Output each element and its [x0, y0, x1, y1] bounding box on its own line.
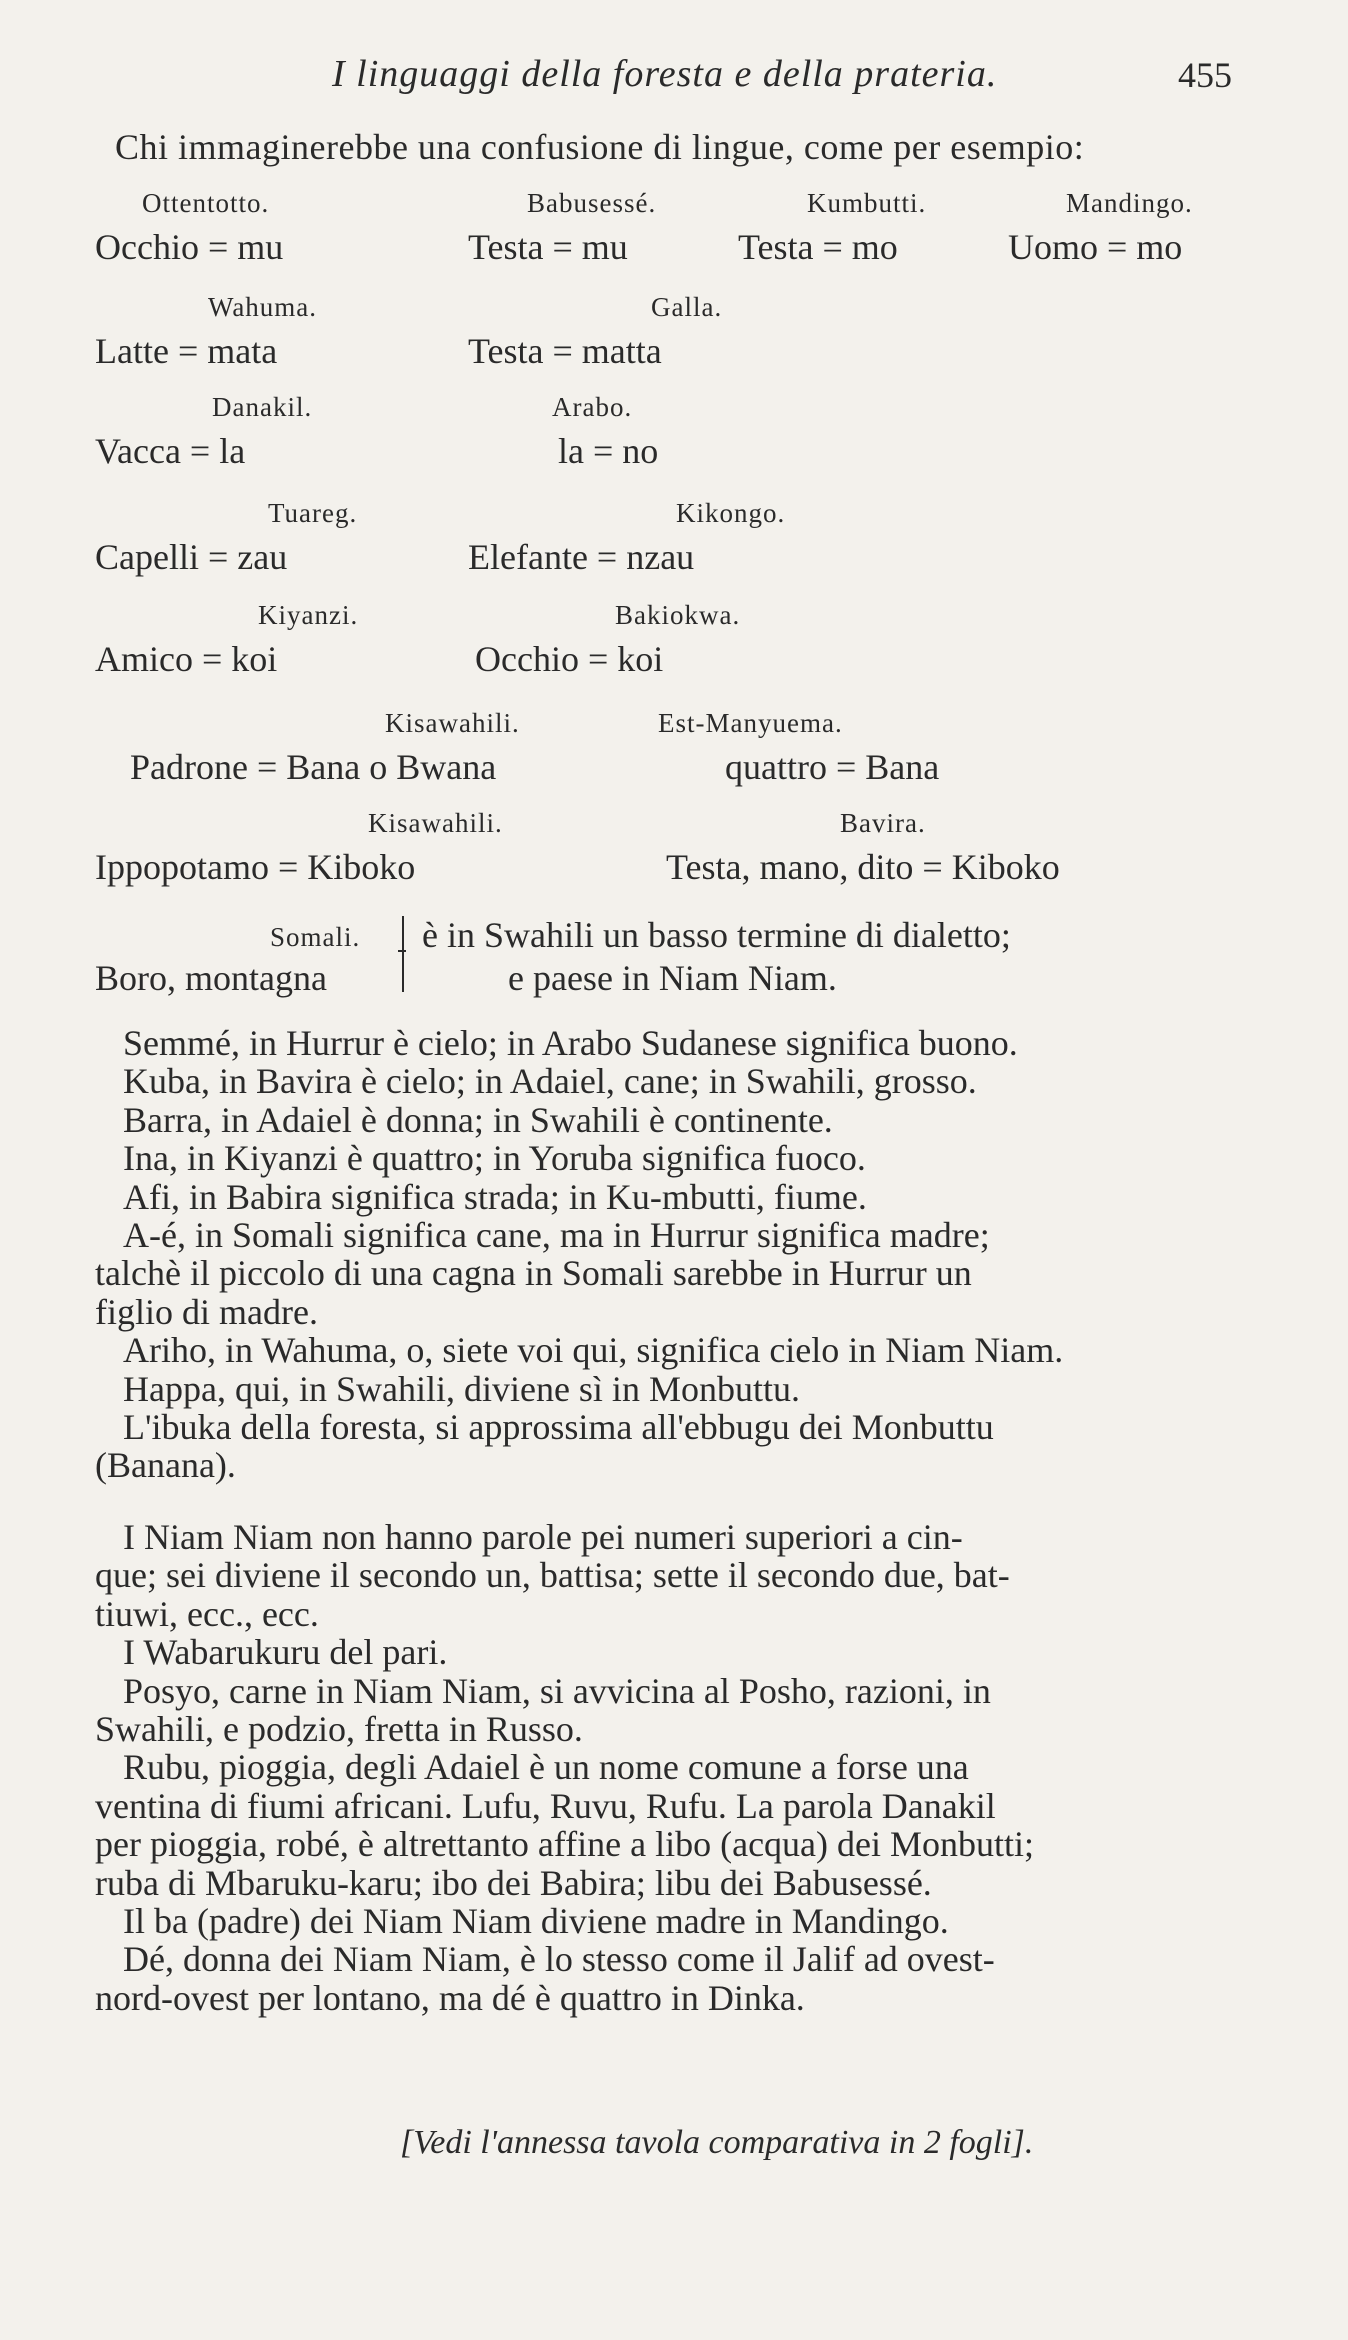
language-label: Kumbutti.	[807, 188, 927, 218]
text-line: Il ba (padre) dei Niam Niam diviene madre in Mandingo.	[123, 1901, 949, 1942]
text-line: Happa, qui, in Swahili, diviene sì in Monbuttu.	[123, 1368, 800, 1409]
text-line: que; sei diviene il secondo un, battisa; sette il secondo due, bat-	[95, 1555, 1010, 1596]
language-label: Galla.	[651, 292, 723, 322]
word-equation: Occhio = koi	[475, 639, 664, 679]
word-equation: Amico = koi	[95, 639, 278, 679]
language-label: Kikongo.	[676, 498, 786, 528]
language-label: Tuareg.	[268, 498, 358, 528]
word-equation: Elefante = nzau	[468, 537, 695, 577]
language-label: Danakil.	[212, 392, 313, 422]
language-label: Ottentotto.	[142, 188, 270, 218]
text-line: Barra, in Adaiel è donna; in Swahili è continente.	[123, 1099, 833, 1140]
paragraph	[95, 1518, 1034, 2017]
text-line: Swahili, e podzio, fretta in Russo.	[95, 1709, 583, 1750]
text-line: Posyo, carne in Niam Niam, si avvicina al Posho, razioni, in	[123, 1670, 991, 1711]
language-label: Kisawahili.	[385, 708, 520, 738]
page-number: 455	[1178, 55, 1232, 95]
word-equation: Ippopotamo = Kiboko	[95, 847, 416, 887]
text-line: tiuwi, ecc., ecc.	[95, 1593, 319, 1634]
text-line: Afi, in Babira significa strada; in Ku-mbutti, fiume.	[123, 1176, 867, 1217]
brace	[402, 916, 412, 992]
language-label: Bakiokwa.	[615, 600, 741, 630]
text-line: (Banana).	[95, 1445, 236, 1486]
language-label: Arabo.	[552, 392, 633, 422]
word-equation: Vacca = la	[95, 431, 246, 471]
text-line: Ina, in Kiyanzi è quattro; in Yoruba significa fuoco.	[123, 1138, 866, 1179]
text-line: ventina di fiumi africani. Lufu, Ruvu, Rufu. La parola Danakil	[95, 1785, 996, 1826]
word-equation: Uomo = mo	[1008, 227, 1183, 267]
brace-text: è in Swahili un basso termine di dialetto;	[422, 915, 1011, 955]
word-equation: Latte = mata	[95, 331, 278, 371]
word-equation: Padrone = Bana o Bwana	[130, 747, 497, 787]
brace-text: e paese in Niam Niam.	[508, 958, 837, 998]
word-equation: Testa, mano, dito = Kiboko	[666, 847, 1060, 887]
language-label: Kiyanzi.	[258, 600, 359, 630]
text-line: talchè il piccolo di una cagna in Somali sarebbe in Hurrur un	[95, 1253, 972, 1294]
footnote: [Vedi l'annessa tavola comparativa in 2 fogli].	[400, 2124, 1034, 2161]
text-line: ruba di Mbaruku-karu; ibo dei Babira; libu dei Babusessé.	[95, 1862, 932, 1903]
text-line: figlio di madre.	[95, 1291, 318, 1332]
word-equation: Testa = mu	[468, 227, 628, 267]
text-line: Rubu, pioggia, degli Adaiel è un nome comune a forse una	[123, 1747, 969, 1788]
language-label: Bavira.	[840, 808, 926, 838]
running-header	[0, 52, 1348, 102]
text-line: Kuba, in Bavira è cielo; in Adaiel, cane; in Swahili, grosso.	[123, 1061, 977, 1102]
language-label: Est-Manyuema.	[658, 708, 843, 738]
word-equation: Boro, montagna	[95, 958, 327, 998]
word-equation: la = no	[558, 431, 659, 471]
text-line: A-é, in Somali significa cane, ma in Hurrur significa madre;	[123, 1215, 990, 1256]
language-label: Babusessé.	[527, 188, 657, 218]
text-line: Semmé, in Hurrur è cielo; in Arabo Sudanese significa buono.	[123, 1023, 1018, 1063]
language-label: Somali.	[270, 922, 361, 952]
word-equation: quattro = Bana	[725, 747, 940, 787]
text-line: nord-ovest per lontano, ma dé è quattro in Dinka.	[95, 1977, 805, 2018]
word-equation: Testa = matta	[468, 331, 662, 371]
paragraph	[95, 1024, 1063, 1485]
intro-line: Chi immaginerebbe una confusione di lingue, come per esempio:	[115, 127, 1085, 167]
word-equation: Testa = mo	[738, 227, 898, 267]
word-equation: Capelli = zau	[95, 537, 288, 577]
word-equation: Occhio = mu	[95, 227, 284, 267]
text-line: I Niam Niam non hanno parole pei numeri superiori a cin-	[123, 1517, 963, 1557]
text-line: Ariho, in Wahuma, o, siete voi qui, significa cielo in Niam Niam.	[123, 1330, 1064, 1371]
text-line: Dé, donna dei Niam Niam, è lo stesso come il Jalif ad ovest-	[123, 1939, 995, 1980]
text-line: per pioggia, robé, è altrettanto affine a libo (acqua) dei Monbutti;	[95, 1824, 1035, 1865]
language-label: Wahuma.	[208, 292, 318, 322]
language-label: Mandingo.	[1066, 188, 1193, 218]
chapter-title: I linguaggi della foresta e della prateria.	[332, 53, 998, 95]
text-line: L'ibuka della foresta, si approssima all'ebbugu dei Monbuttu	[123, 1407, 994, 1448]
brace-tip	[398, 950, 406, 952]
language-label: Kisawahili.	[368, 808, 503, 838]
text-line: I Wabarukuru del pari.	[123, 1632, 448, 1673]
